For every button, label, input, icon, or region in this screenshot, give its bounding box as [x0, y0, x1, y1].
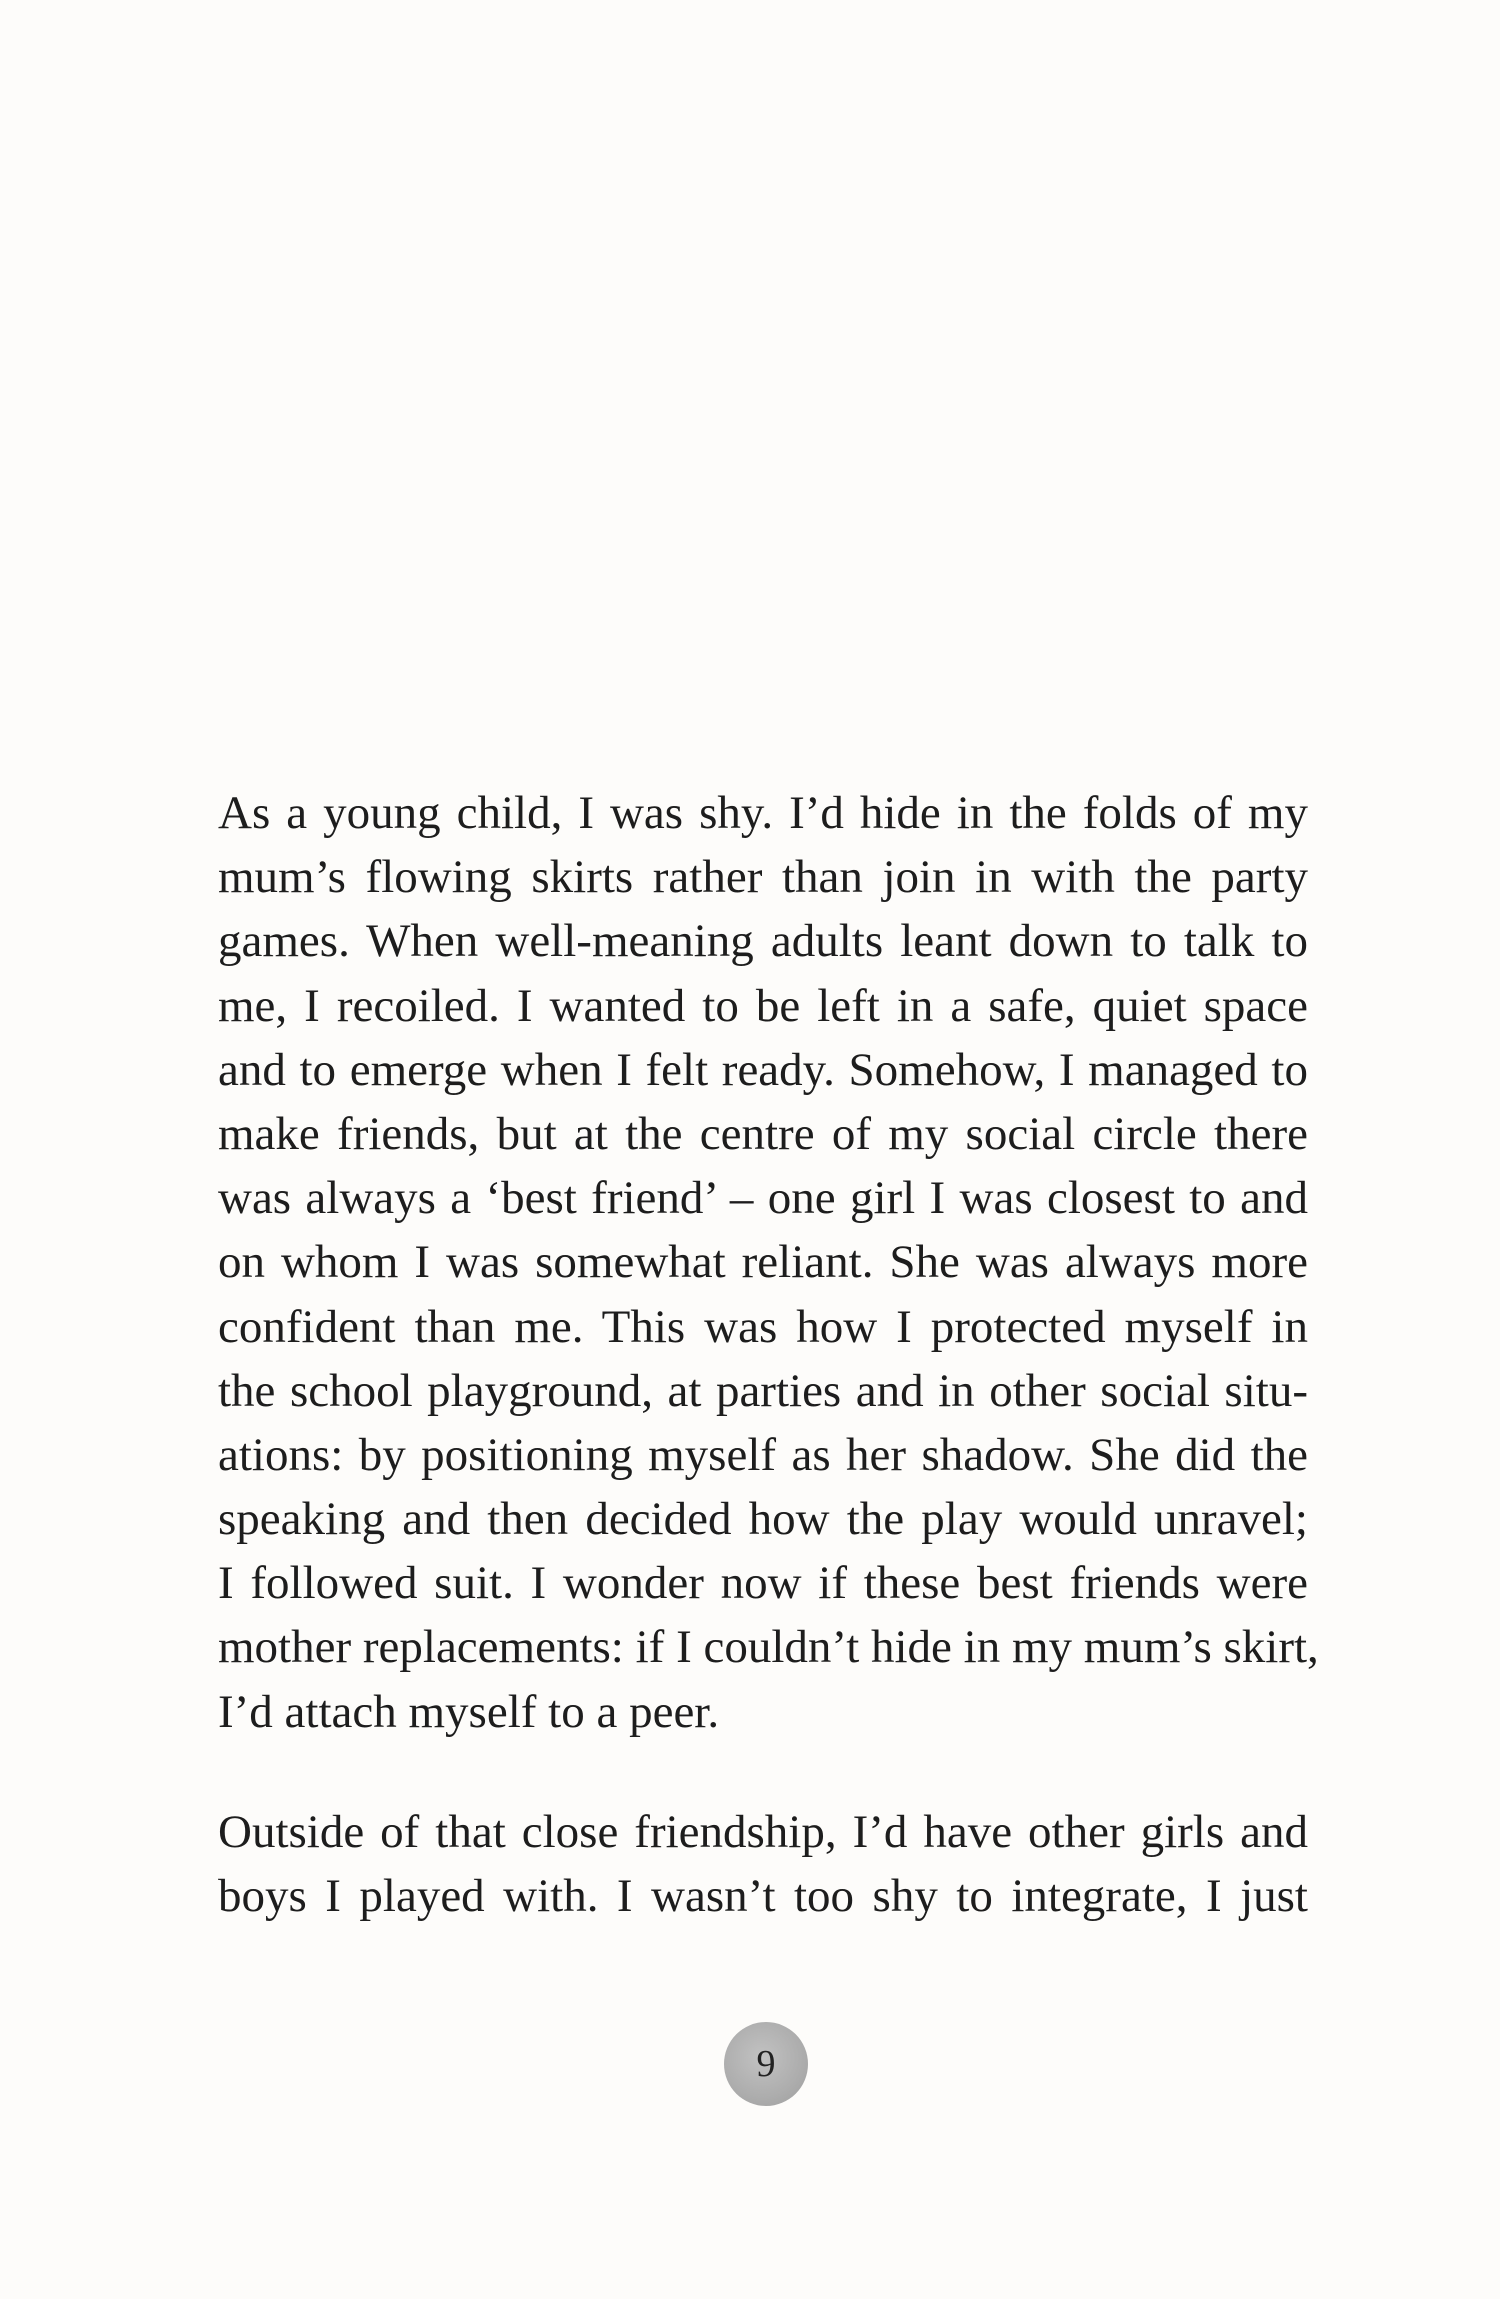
text-line: I’d attach myself to a peer. — [218, 1685, 720, 1738]
paragraph-2 — [218, 1800, 1308, 1928]
text-line: boys I played with. I wasn’t too shy to integrate, I just — [218, 1870, 1308, 1923]
text-line: ations: by positioning myself as her shadow. She did the — [218, 1428, 1308, 1481]
text-line: me, I recoiled. I wanted to be left in a safe, quiet space — [218, 979, 1308, 1032]
text-line: speaking and then decided how the play would unravel; — [218, 1493, 1308, 1546]
page-number: 9 — [756, 2043, 776, 2085]
page-number-badge — [724, 2022, 808, 2106]
text-line: confident than me. This was how I protected myself in — [218, 1300, 1308, 1353]
text-line: the school playground, at parties and in other social situ- — [218, 1364, 1308, 1417]
text-line: was always a ‘best friend’ – one girl I was closest to and — [218, 1172, 1308, 1225]
text-line: I followed suit. I wonder now if these best friends were — [218, 1557, 1308, 1610]
text-line: on whom I was somewhat reliant. She was always more — [218, 1236, 1308, 1289]
text-line: mum’s flowing skirts rather than join in with the party — [218, 851, 1308, 904]
paragraph-1 — [218, 781, 1319, 1744]
text-line: mother replacements: if I couldn’t hide in my mum’s skirt, — [218, 1621, 1319, 1674]
text-line: and to emerge when I felt ready. Somehow, I managed to — [218, 1043, 1308, 1096]
text-line: games. When well-meaning adults leant down to talk to — [218, 915, 1308, 968]
text-line: make friends, but at the centre of my social circle there — [218, 1107, 1308, 1160]
text-line: As a young child, I was shy. I’d hide in the folds of my — [218, 787, 1308, 839]
text-line: Outside of that close friendship, I’d have other girls and — [218, 1806, 1308, 1858]
